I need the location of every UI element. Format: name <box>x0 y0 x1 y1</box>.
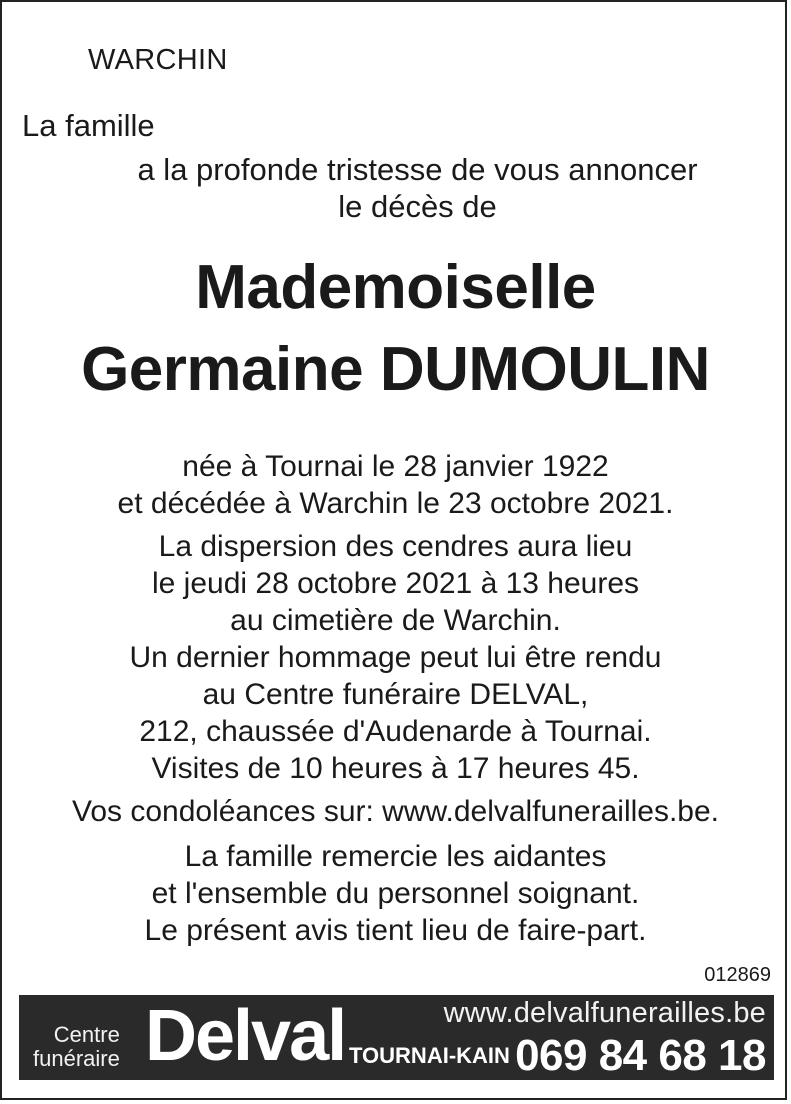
reference-number: 012869 <box>704 964 771 986</box>
tribute-line-1: Un dernier hommage peut lui être rendu <box>129 641 662 674</box>
centre-label-line2: funéraire <box>33 1046 120 1071</box>
centre-label-line1: Centre <box>53 1022 120 1047</box>
intro-announcement: a la profonde tristesse de vous annoncer <box>137 152 698 187</box>
centre-label <box>33 1023 120 1071</box>
funeral-home-banner <box>19 995 774 1080</box>
intro-family: La famille <box>22 108 155 143</box>
city-label: TOURNAI-KAIN <box>349 1043 510 1068</box>
tribute-line-2: au Centre funéraire DELVAL, <box>202 678 589 711</box>
phone-number[interactable]: 069 84 68 18 <box>515 1031 766 1080</box>
thanks-line-1: La famille remercie les aidantes <box>184 840 607 873</box>
visits-line: Visites de 10 heures à 17 heures 45. <box>151 752 640 785</box>
deceased-title: Mademoiselle <box>195 253 596 322</box>
condolences-line: Vos condoléances sur: www.delvalfunerailles.be. <box>71 795 720 828</box>
birth-line: née à Tournai le 28 janvier 1922 <box>182 450 609 483</box>
ceremony-line-2: le jeudi 28 octobre 2021 à 13 heures <box>151 567 640 600</box>
notice-body <box>2 448 787 949</box>
intro-deces: le décès de <box>338 189 497 224</box>
brand-name: Delval <box>145 996 346 1076</box>
tribute-line-3: 212, chaussée d'Audenarde à Tournai. <box>139 715 652 748</box>
deceased-name: Germaine DUMOULIN <box>81 335 710 404</box>
ceremony-line-1: La dispersion des cendres aura lieu <box>158 530 633 563</box>
death-line: et décédée à Warchin le 23 octobre 2021. <box>117 487 674 520</box>
thanks-line-3: Le présent avis tient lieu de faire-part. <box>144 914 647 947</box>
thanks-line-2: et l'ensemble du personnel soignant. <box>151 877 640 910</box>
location-heading: WARCHIN <box>88 44 228 76</box>
website-link[interactable]: www.delvalfunerailles.be <box>443 997 766 1029</box>
ceremony-line-3: au cimetière de Warchin. <box>230 604 561 637</box>
